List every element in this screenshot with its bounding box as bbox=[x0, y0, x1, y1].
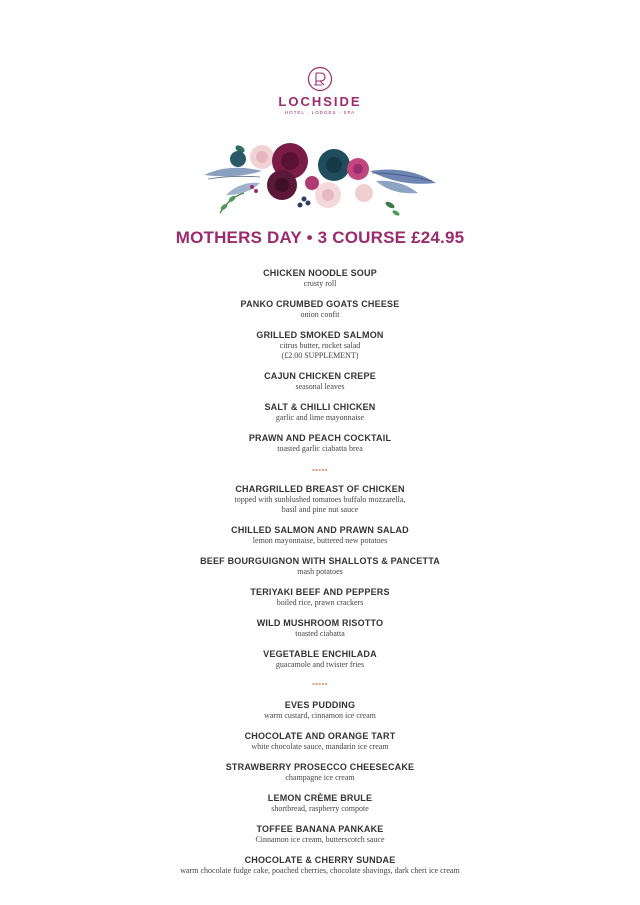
menu-item bbox=[0, 618, 640, 639]
dish-name: STRAWBERRY PROSECCO CHEESECAKE bbox=[225, 762, 415, 772]
dish-description: mash potatoes bbox=[297, 567, 343, 576]
dish-description: white chocolate sauce, mandarin ice cream bbox=[251, 742, 389, 751]
dish-name: EVES PUDDING bbox=[284, 700, 356, 710]
dish-description: onion confit bbox=[300, 310, 340, 319]
menu-item bbox=[0, 371, 640, 392]
dish-name: TOFFEE BANANA PANKAKE bbox=[256, 824, 384, 834]
brand-tagline: HOTEL · LODGES · SPA bbox=[284, 110, 356, 115]
dish-name: GRILLED SMOKED SALMON bbox=[256, 330, 384, 340]
starters-section bbox=[0, 268, 640, 454]
dish-description: Cinnamon ice cream, butterscotch sauce bbox=[255, 835, 385, 844]
mains-section bbox=[0, 484, 640, 670]
menu-courses bbox=[0, 268, 640, 886]
dish-name: PANKO CRUMBED GOATS CHEESE bbox=[240, 299, 400, 309]
course-divider: ----- bbox=[312, 679, 328, 688]
menu-item bbox=[0, 649, 640, 670]
dish-description: seasonal leaves bbox=[295, 382, 345, 391]
dish-description: boiled rice, prawn crackers bbox=[276, 598, 364, 607]
menu-item bbox=[0, 556, 640, 577]
dish-name: VEGETABLE ENCHILADA bbox=[263, 649, 377, 659]
dish-name: BEEF BOURGUIGNON WITH SHALLOTS & PANCETTA bbox=[200, 556, 440, 566]
course-divider: ----- bbox=[312, 465, 328, 474]
dish-description: garlic and lime mayonnaise bbox=[275, 413, 365, 422]
dish-description: topped with sunblushed tomatoes buffalo mozzarella, bbox=[234, 495, 406, 504]
dish-description: toasted ciabatta bbox=[295, 629, 345, 638]
dish-name: LEMON CRÈME BRULE bbox=[267, 793, 373, 803]
menu-item bbox=[0, 433, 640, 454]
menu-item bbox=[0, 855, 640, 876]
brand-name: LOCHSIDE bbox=[278, 94, 362, 109]
menu-item bbox=[0, 330, 640, 361]
dish-description: toasted garlic ciabatta brea bbox=[277, 444, 363, 453]
dish-description: crusty roll bbox=[303, 279, 337, 288]
menu-item bbox=[0, 299, 640, 320]
menu-item bbox=[0, 700, 640, 721]
menu-item bbox=[0, 587, 640, 608]
menu-item bbox=[0, 793, 640, 814]
dish-name: CHARGRILLED BREAST OF CHICKEN bbox=[235, 484, 405, 494]
dish-name: CAJUN CHICKEN CREPE bbox=[264, 371, 376, 381]
dish-name: CHILLED SALMON AND PRAWN SALAD bbox=[231, 525, 409, 535]
dish-name: PRAWN AND PEACH COCKTAIL bbox=[248, 433, 392, 443]
dish-description: champagne ice cream bbox=[285, 773, 355, 782]
menu-item bbox=[0, 762, 640, 783]
dish-description: basil and pine nut sauce bbox=[281, 505, 359, 514]
menu-title: MOTHERS DAY • 3 COURSE £24.95 bbox=[175, 228, 465, 247]
dish-description: warm custard, cinnamon ice cream bbox=[264, 711, 376, 720]
dish-description: citrus butter, rocket salad bbox=[279, 341, 361, 350]
dish-description: shortbread, raspberry compote bbox=[271, 804, 369, 813]
dish-description: lemon mayonnaise, buttered new potatoes bbox=[252, 536, 388, 545]
dish-name: WILD MUSHROOM RISOTTO bbox=[256, 618, 384, 628]
lochside-monogram-icon bbox=[307, 66, 333, 92]
menu-item bbox=[0, 731, 640, 752]
menu-item bbox=[0, 484, 640, 515]
dish-name: CHICKEN NOODLE SOUP bbox=[263, 268, 377, 278]
dish-description: guacamole and twister fries bbox=[275, 660, 365, 669]
floral-bouquet-icon bbox=[200, 135, 440, 220]
dish-name: SALT & CHILLI CHICKEN bbox=[264, 402, 376, 412]
dish-name: TERIYAKI BEEF AND PEPPERS bbox=[250, 587, 390, 597]
dish-name: CHOCOLATE AND ORANGE TART bbox=[244, 731, 396, 741]
dish-name: CHOCOLATE & CHERRY SUNDAE bbox=[244, 855, 396, 865]
menu-item bbox=[0, 525, 640, 546]
menu-item bbox=[0, 402, 640, 423]
brand-logo bbox=[0, 66, 640, 115]
menu-item bbox=[0, 268, 640, 289]
dish-description: (£2.00 SUPPLEMENT) bbox=[281, 351, 359, 360]
desserts-section bbox=[0, 700, 640, 876]
menu-item bbox=[0, 824, 640, 845]
dish-description: warm chocolate fudge cake, poached cherries, chocolate shavings, dark cheri ice cream bbox=[180, 866, 460, 875]
